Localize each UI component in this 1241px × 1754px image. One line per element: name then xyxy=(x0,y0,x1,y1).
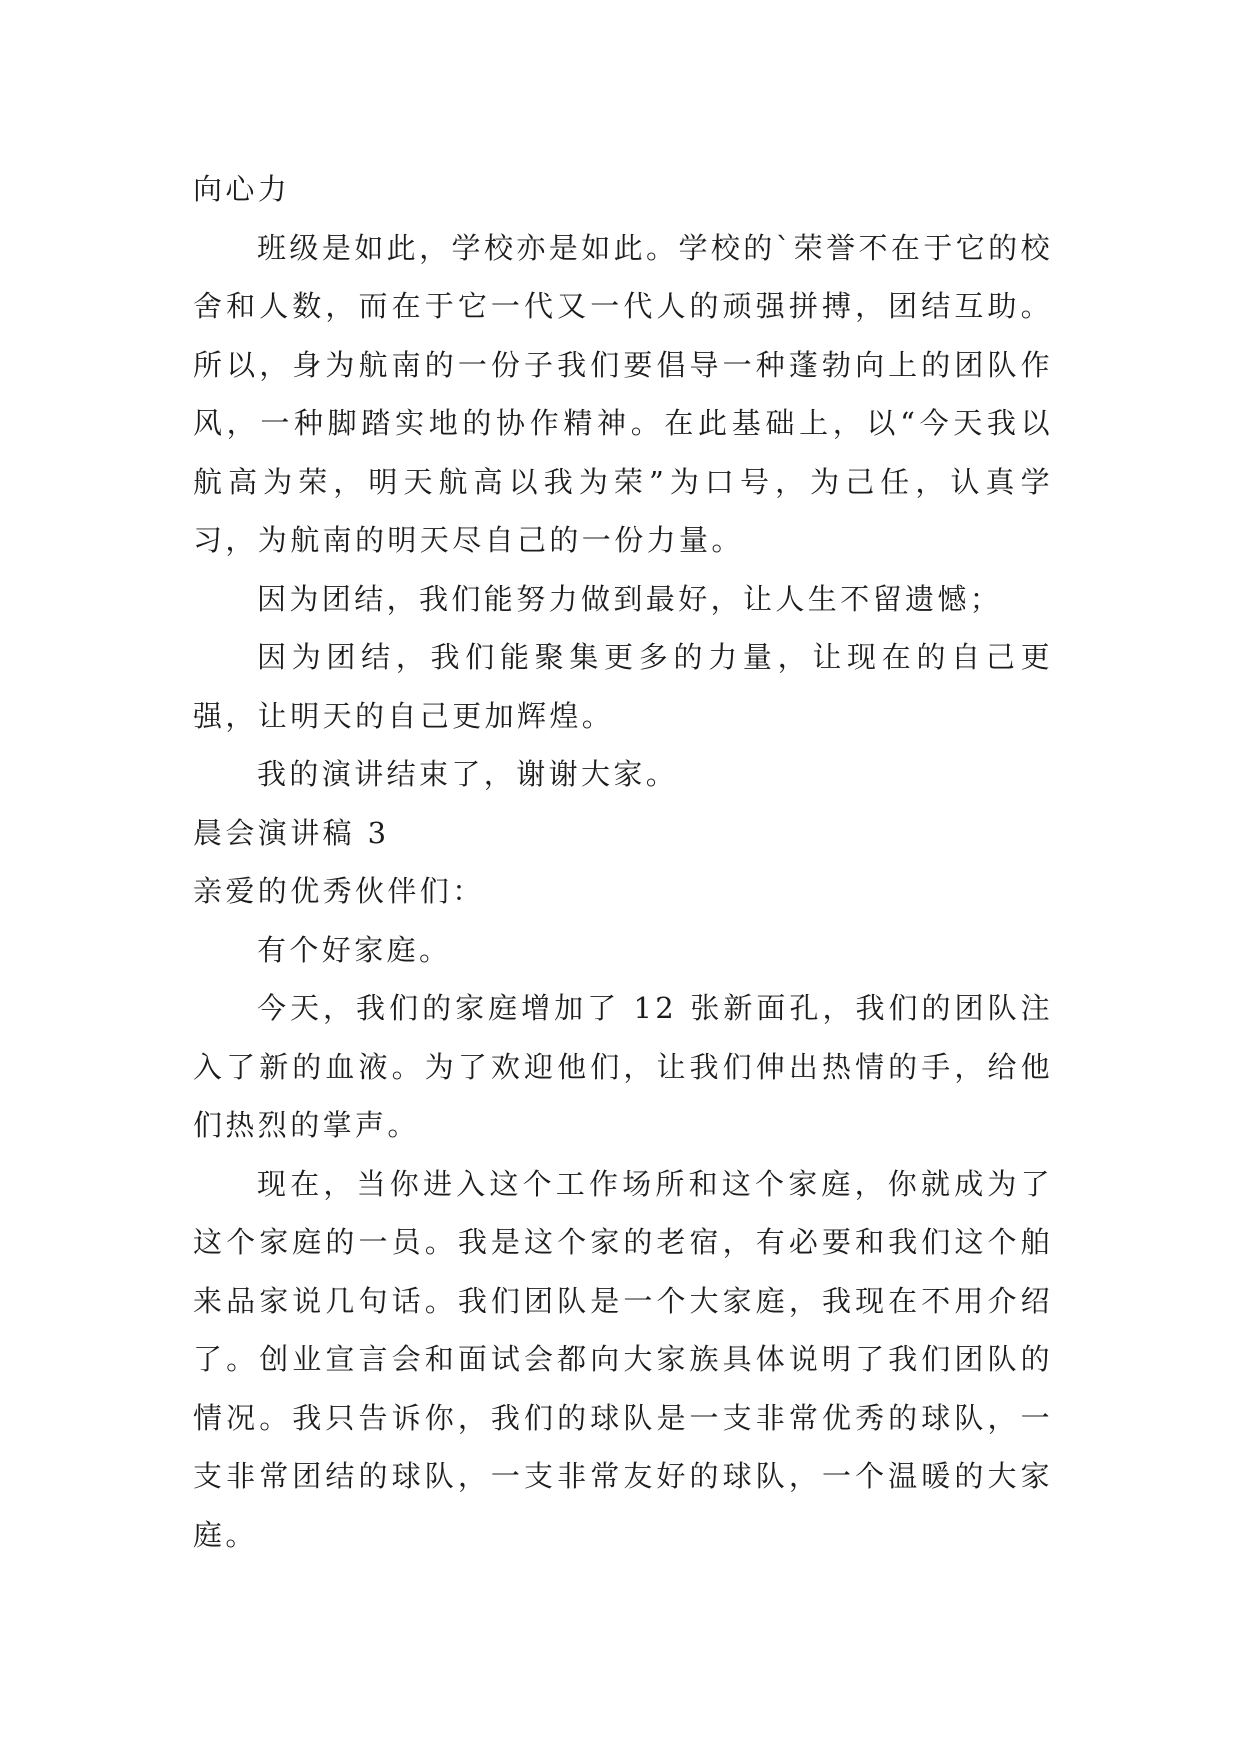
paragraph-heading-continuation: 向心力 xyxy=(193,172,291,206)
paragraph-closing: 我的演讲结束了，谢谢大家。 xyxy=(257,757,679,791)
paragraph-unity-strength: 因为团结，我们能聚集更多的力量，让现在的自己更强，让明天的自己更加辉煌。 xyxy=(193,640,1053,733)
paragraph-school-honor: 班级是如此，学校亦是如此。学校的`荣誉不在于它的校舍和人数，而在于它一代又一代人的顽强拼搏，团结互助。所以，身为航南的一份子我们要倡导一种蓬勃向上的团队作风，一种脚踏实地的协作精神。在此基础上，以“今天我以航高为荣，明天航高以我为荣”为口号，为己任，认真学习，为航南的明天尽自己的一份力量。 xyxy=(193,230,1053,557)
document-body xyxy=(193,160,1053,1564)
section-title: 晨会演讲稿 3 xyxy=(193,815,390,850)
paragraph-new-faces: 今天，我们的家庭增加了 12 张新面孔，我们的团队注入了新的血液。为了欢迎他们，让我们伸出热情的手，给他们热烈的掌声。 xyxy=(193,991,1053,1142)
paragraph-unity-best: 因为团结，我们能努力做到最好，让人生不留遗憾； xyxy=(257,581,1003,616)
paragraph-team-family: 现在，当你进入这个工作场所和这个家庭，你就成为了这个家庭的一员。我是这个家的老宿，有必要和我们这个舶来品家说几句话。我们团队是一个大家庭，我现在不用介绍了。创业宣言会和面试会都向大家族具体说明了我们团队的情况。我只告诉你，我们的球队是一支非常优秀的球队，一支非常团结的球队，一支非常友好的球队，一个温暖的大家庭。 xyxy=(193,1166,1053,1552)
salutation: 亲爱的优秀伙伴们： xyxy=(193,874,485,908)
paragraph-good-family: 有个好家庭。 xyxy=(257,932,452,967)
